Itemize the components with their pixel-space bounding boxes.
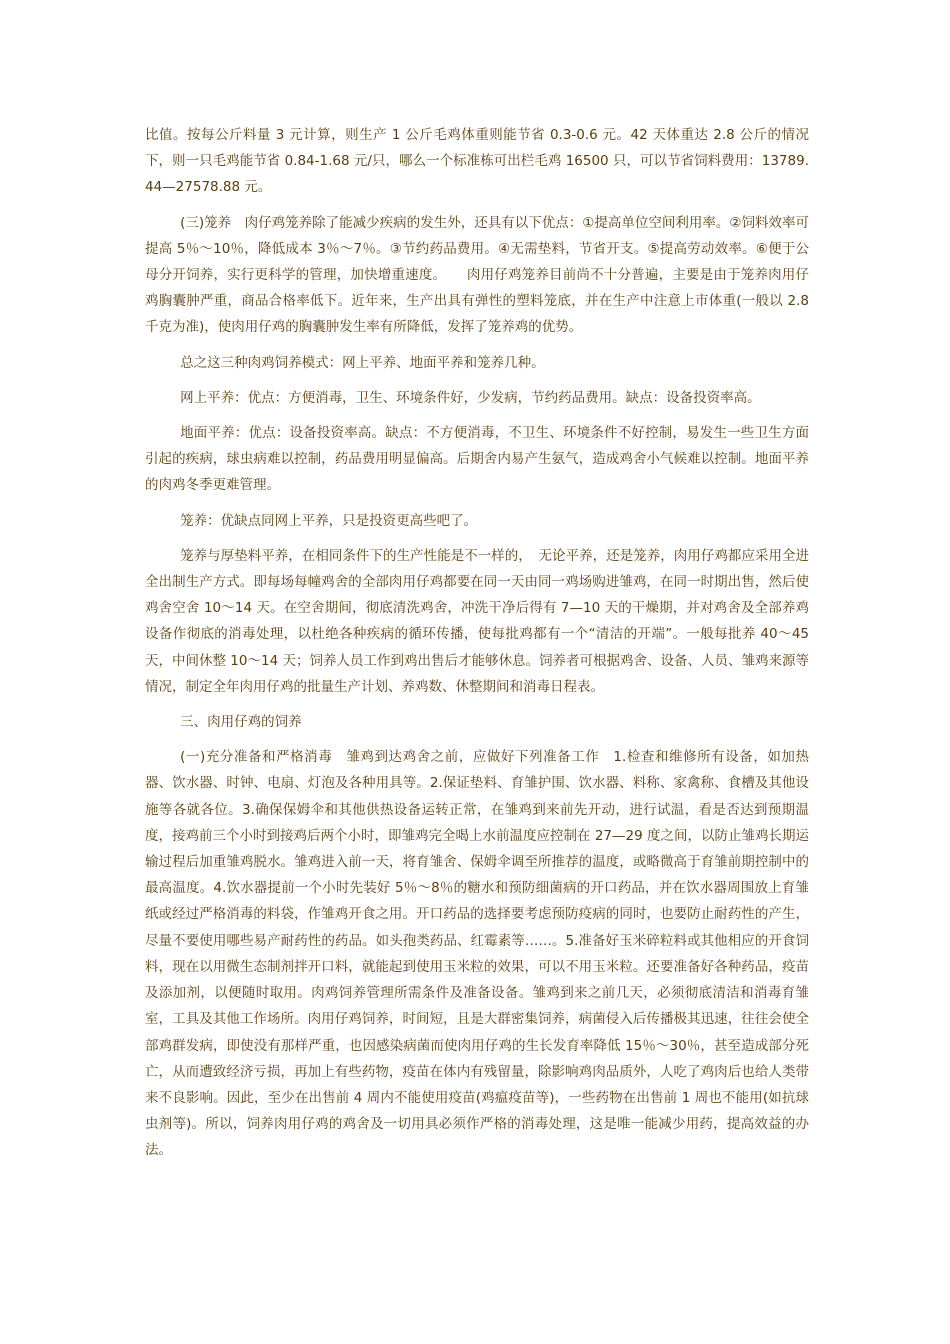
paragraph-cage-rearing: (三)笼养 肉仔鸡笼养除了能减少疾病的发生外，还具有以下优点：①提高单位空间利用率。②饲料效率可提高 5％～10％，降低成本 3％～7％。③节约药品费用。④无需垫料，节省开支。⑤提高劳动效率。⑥便于公母分开饲养，实行更科学的管理，加快增重速度。 肉用仔鸡笼养目前尚不十分普遍，主要是由于笼养肉用仔鸡胸囊肿严重，商品合格率低下。近年来，生产出具有弹性的塑料笼底，并在生产中注意上市体重(一般以 2.8 千克为准)，使肉用仔鸡的胸囊肿发生率有所降低，发挥了笼养鸡的优势。 — [145, 214, 809, 336]
section-heading-broiler-feeding: 三、肉用仔鸡的饲养 — [180, 714, 302, 731]
paragraph-all-in-all-out: 笼养与厚垫料平养，在相同条件下的生产性能是不一样的， 无论平养，还是笼养，肉用仔鸡都应采用全进全出制生产方式。即每场每幢鸡舍的全部肉用仔鸡都要在同一天由同一鸡场购进雏鸡，在同一时期出售，然后使鸡舍空舍 10～14 天。在空舍期间，彻底清洗鸡舍，冲洗干净后得有 7—10 天的干燥期，并对鸡舍及全部养鸡设备作彻底的消毒处理，以杜绝各种疾病的循环传播，使每批鸡都有一个“清洁的开端”。一般每批养 40～45 天，中间休整 10～14 天；饲养人员工作到鸡出售后才能够休息。饲养者可根据鸡舍、设备、人员、雏鸡来源等情况，制定全年肉用仔鸡的批量生产计划、养鸡数、休整期间和消毒日程表。 — [145, 547, 810, 695]
paragraph-floor-rearing: 地面平养：优点：设备投资率高。缺点：不方便消毒，不卫生、环境条件不好控制，易发生一些卫生方面引起的疾病，球虫病难以控制，药品费用明显偏高。后期舍内易产生氨气，造成鸡舍小气候难以控制。地面平养的肉鸡冬季更难管理。 — [145, 425, 809, 494]
paragraph-feed-savings: 比值。按每公斤料量 3 元计算，则生产 1 公斤毛鸡体重则能节省 0.3-0.6 元。42 天体重达 2.8 公斤的情况下，则一只毛鸡能节省 0.84-1.68 元/只，哪么一个标准栋可出栏毛鸡 16500 只，可以节省饲料费用：13789.44—27578.88 元。 — [145, 127, 809, 196]
paragraph-summary-modes: 总之这三种肉鸡饲养模式：网上平养、地面平养和笼养几种。 — [180, 354, 545, 371]
paragraph-preparation-disinfection: (一)充分准备和严格消毒 雏鸡到达鸡舍之前，应做好下列准备工作 1.检查和维修所有设备，如加热器、饮水器、时钟、电扇、灯泡及各种用具等。2.保证垫料、育雏护围、饮水器、料称、家禽称、食槽及其他设施等各就各位。3.确保保姆伞和其他供热设备运转正常，在雏鸡到来前先开动，进行试温，看是否达到预期温度，接鸡前三个小时到接鸡后两个小时，即雏鸡完全喝上水前温度应控制在 27—29 度之间，以防止雏鸡长期运输过程后加重雏鸡脱水。雏鸡进入前一天，将育雏舍、保姆伞调至所推荐的温度，或略微高于育雏前期控制中的最高温度。4.饮水器提前一个小时先装好 5％～8％的糖水和预防细菌病的开口药品，并在饮水器周围放上育雏纸或经过严格消毒的料袋，作雏鸡开食之用。开口药品的选择要考虑预防疫病的同时，也要防止耐药性的产生，尽量不要使用哪些易产耐药性的药品。如头孢类药品、红霉素等……。5.准备好玉米碎粒料或其他相应的开食饲料，现在以用微生态制剂拌开口料，就能起到使用玉米粒的效果，可以不用玉米粒。还要准备好各种药品，疫苗及添加剂，以便随时取用。肉鸡饲养管理所需条件及准备设备。雏鸡到来之前几天，必须彻底清洁和消毒育雏室，工具及其他工作场所。肉用仔鸡饲养，时间短，且是大群密集饲养，病菌侵入后传播极其迅速，往往会使全部鸡群发病，即使没有那样严重，也因感染病菌而使肉用仔鸡的生长发育率降低 15％～30％，甚至造成部分死亡，从而遭致经济亏损，再加上有些药物，疫苗在体内有残留量，除影响鸡肉品质外，人吃了鸡肉后也给人类带来不良影响。因此，至少在出售前 4 周内不能使用疫苗(鸡瘟疫苗等)，一些药物在出售前 1 周也不能用(如抗球虫剂等)。所以，饲养肉用仔鸡的鸡舍及一切用具必须作严格的消毒处理，这是唯一能减少用药，提高效益的办法。 — [145, 749, 809, 1159]
paragraph-cage-summary: 笼养：优缺点同网上平养，只是投资更高些吧了。 — [180, 512, 478, 529]
paragraph-net-rearing: 网上平养：优点：方便消毒，卫生、环境条件好，少发病，节约药品费用。缺点：设备投资率高。 — [180, 389, 761, 406]
document-page — [145, 122, 809, 1173]
